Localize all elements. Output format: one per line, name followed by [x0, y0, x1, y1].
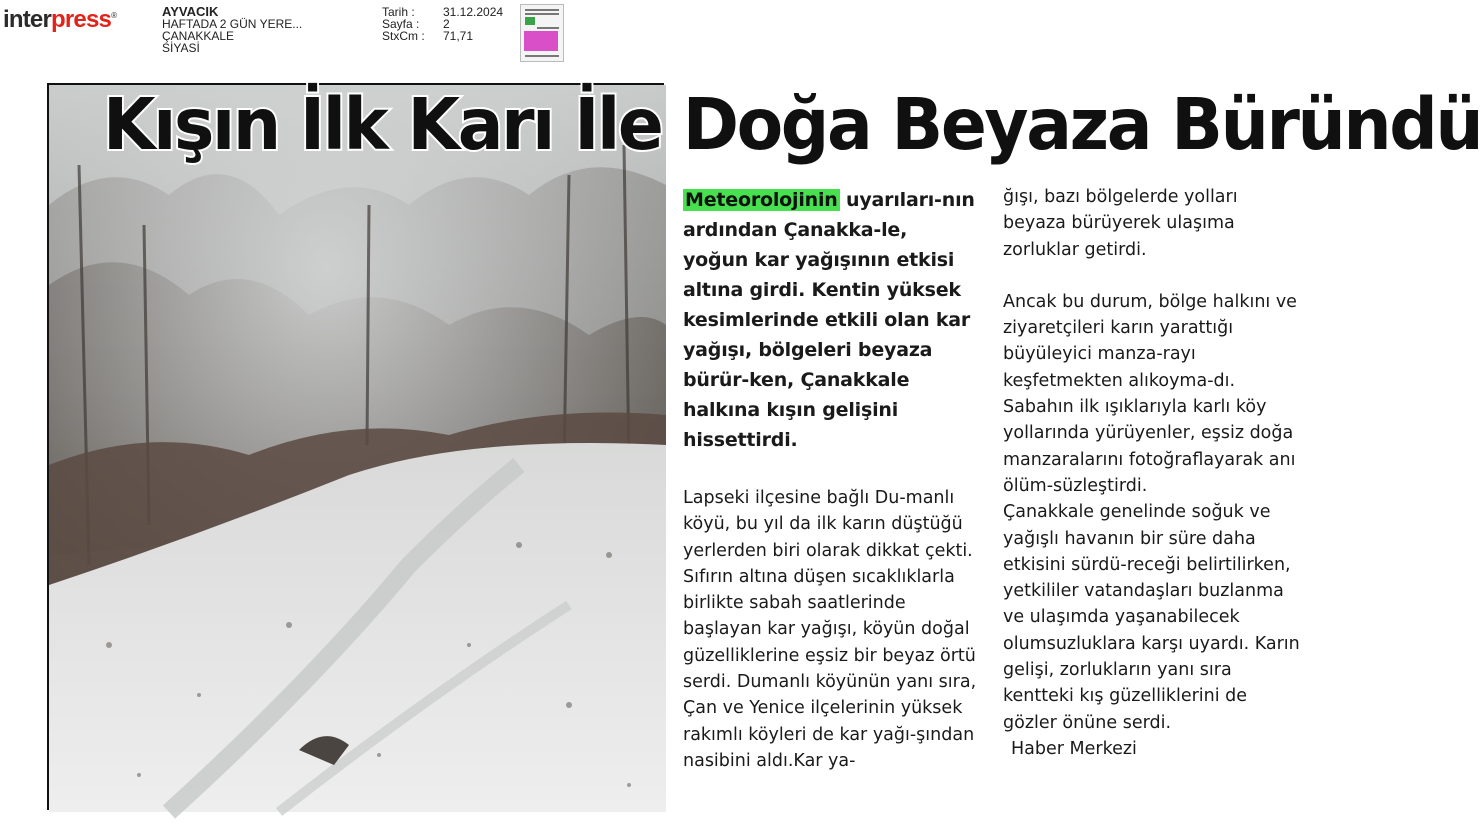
column-2-paragraph-3: Çanakkale genelinde soğuk ve yağışlı havanın bir süre daha etkisini sürdü-receği belirtilirken, yetkililer vatandaşları buzlanma ve ulaşımda yaşanabilecek olumsuzluklara karşı uyardı. Karın gelişi, zorlukların yanı sıra kentteki kış güzelliklerini de gözler önüne serdi.: [1003, 502, 1300, 733]
article-headline: Kışın İlk Karı İle Doğa Beyaza Büründü: [103, 83, 1481, 166]
page-thumbnail[interactable]: [520, 4, 564, 62]
column-2-paragraph-2: Ancak bu durum, bölge halkını ve ziyaretçileri karın yarattığı büyüleyici manza-rayı keşfetmekten alıkoyma-dı. Sabahın ilk ışıklarıyla karlı köy yollarında yürüyenler, eşsiz doğa manzaralarını fotoğraflayarak anı ölüm-süzleştirdi.: [1003, 291, 1297, 496]
publication-name: AYVACIK: [162, 4, 219, 19]
interpress-logo[interactable]: [3, 6, 116, 34]
logo-text-main: inter: [3, 6, 52, 33]
article-signature: Haber Merkezi: [1011, 738, 1137, 759]
page-label: Sayfa :: [382, 17, 420, 31]
column-1-body: Lapseki ilçesine bağlı Du-manlı köyü, bu yıl da ilk karın düştüğü yerlerden biri olarak dikkat çekti. Sıfırın altına düşen sıcaklıklarla birlikte sabah saatlerinde başlayan kar yağışı, köyün doğal güzelliklerine eşsiz bir beyaz örtü serdi. Dumanlı köyünün yanı sıra, Çan ve Yenice ilçelerinin yüksek rakımlı köyleri de kar yağı-şından nasibini aldı.Kar ya-: [683, 488, 977, 771]
registered-mark: ®: [111, 11, 117, 20]
publication-category: SİYASİ: [162, 41, 200, 55]
logo-text-accent: press: [51, 6, 112, 33]
stxcm-label: StxCm :: [382, 29, 425, 43]
date-value: 31.12.2024: [443, 5, 504, 19]
page-value: 2: [443, 17, 450, 31]
publication-info: [162, 6, 302, 54]
publication-city: ÇANAKKALE: [162, 29, 235, 43]
article-column-1: [683, 185, 978, 774]
stxcm-value: 71,71: [443, 29, 474, 43]
meta-labels: [382, 6, 425, 42]
article-column-2: [1003, 184, 1303, 762]
column-2-paragraph-1: ğışı, bazı bölgelerde yolları beyaza bürüyerek ulaşıma zorluklar getirdi.: [1003, 187, 1238, 260]
meta-values: [443, 6, 503, 42]
clipping-header: [0, 0, 1311, 70]
lead-text: uyarıları-nın ardından Çanakka-le, yoğun kar yağışının etkisi altına girdi. Kentin yüksek kesimlerinde etkili olan kar yağışı, bölgeleri beyaza bürür-ken, Çanakkale halkına kışın gelişini hissettirdi.: [683, 189, 975, 451]
date-label: Tarih :: [382, 5, 415, 19]
clipping-title: HAFTADA 2 GÜN YERE...: [162, 17, 303, 31]
snow-landscape-photo: [47, 83, 664, 810]
highlighted-keyword: Meteorolojinin: [685, 189, 838, 211]
article-lead: [683, 185, 978, 455]
